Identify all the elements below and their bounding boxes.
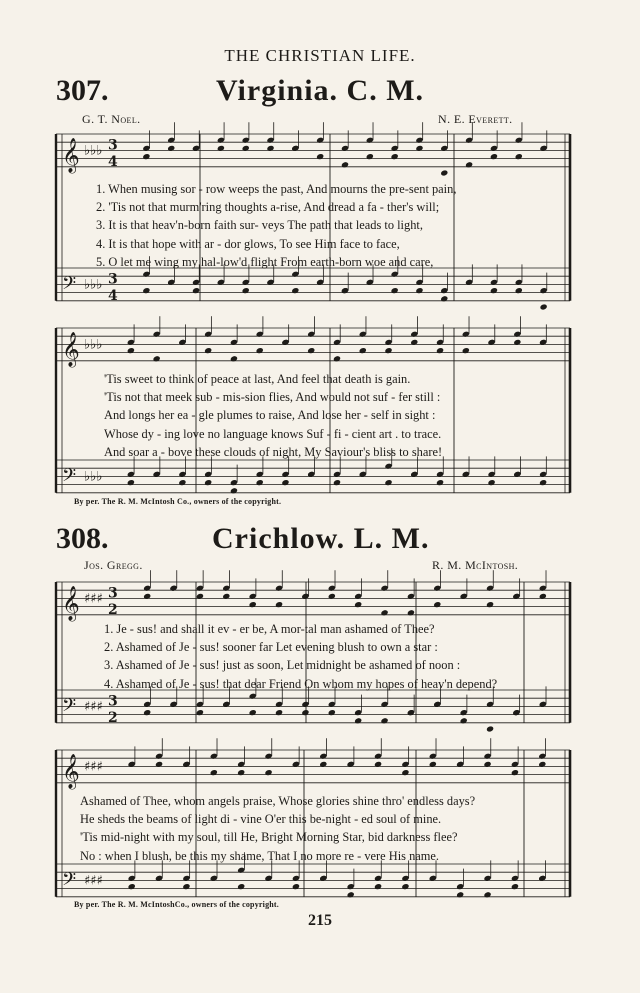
copyright-note: By per. The R. M. McIntosh Co., owners of the copyright.: [74, 497, 282, 506]
verse-line: Whose dy - ing love no language knows Suf - fi - cient art . to trace.: [104, 426, 442, 441]
treble-note: [142, 153, 150, 160]
treble-note: [515, 153, 523, 160]
treble-note: [440, 169, 448, 176]
key-signature-icon: ♯♯♯: [84, 759, 103, 775]
treble-clef-icon: 𝄞: [62, 331, 80, 367]
verse-line: 5. O let me wing my hal-low'd flight From earth-born woe and care,: [96, 254, 434, 269]
treble-note: [249, 601, 257, 608]
treble-note: [204, 347, 212, 354]
bass-clef-icon: 𝄢: [62, 869, 77, 895]
bass-note: [401, 883, 409, 890]
time-signature-top: 3: [108, 693, 118, 710]
treble-note: [319, 761, 327, 768]
bass-note: [128, 883, 136, 890]
treble-clef-icon: 𝄞: [62, 585, 80, 621]
key-signature-icon: ♭♭♭: [84, 337, 103, 353]
treble-note: [316, 153, 324, 160]
verse-line: 4. Ashamed of Je - sus! that dear Friend On whom my hopes of heav'n depend?: [104, 676, 498, 691]
key-signature-icon: ♯♯♯: [84, 699, 103, 715]
treble-note: [354, 601, 362, 608]
treble-note: [391, 153, 399, 160]
verse-line: Ashamed of Thee, whom angels praise, Whose glories shine thro' endless days?: [80, 794, 476, 808]
treble-note: [328, 593, 336, 600]
bass-note: [292, 883, 300, 890]
bass-note: [291, 287, 299, 294]
key-signature-icon: ♭♭♭: [84, 469, 103, 485]
treble-note: [143, 593, 151, 600]
hymn-number: 307.: [56, 74, 109, 107]
running-head: THE CHRISTIAN LIFE.: [224, 46, 416, 65]
verse-line: No : when I blush, be this my shame, That I no more re - vere His name.: [80, 848, 440, 863]
treble-note: [511, 769, 519, 776]
bass-note: [381, 717, 389, 724]
page-number: 215: [308, 912, 332, 929]
bass-note: [142, 287, 150, 294]
bass-note: [490, 287, 498, 294]
verse-line: 3. Ashamed of Je - sus! just as soon, Let midnight be ashamed of noon :: [104, 658, 461, 673]
bass-note: [256, 479, 264, 486]
bass-note: [384, 479, 392, 486]
treble-note: [275, 601, 283, 608]
music-credit: N. E. Everett.: [438, 112, 513, 126]
bass-note: [391, 287, 399, 294]
hymn-title: Crichlow. L. M.: [212, 522, 430, 555]
treble-note: [407, 609, 415, 616]
treble-note: [333, 355, 341, 362]
hymn-number: 308.: [56, 522, 109, 555]
bass-note: [436, 479, 444, 486]
treble-note: [196, 593, 204, 600]
bass-note: [143, 709, 151, 716]
words-credit: G. T. Noel.: [82, 112, 141, 126]
verse-line: 1. Je - sus! and shall it ev - er be, A mor-tal man ashamed of Thee?: [104, 622, 435, 636]
bass-note: [354, 717, 362, 724]
bass-note: [301, 709, 309, 716]
words-credit: Jos. Gregg.: [84, 558, 143, 572]
verse-line: 'Tis mid-night with my soul, till He, Bright Morning Star, bid darkness flee?: [80, 830, 458, 845]
verse-line: 'Tis sweet to think of peace at last, And feel that death is gain.: [104, 372, 411, 386]
treble-note: [256, 347, 264, 354]
time-signature-bottom: 2: [108, 709, 118, 726]
treble-note: [217, 145, 225, 152]
bass-note: [347, 891, 355, 898]
treble-clef-icon: 𝄞: [62, 137, 80, 173]
bass-note: [192, 287, 200, 294]
treble-note: [153, 355, 161, 362]
bass-note: [488, 479, 496, 486]
bass-note: [540, 303, 548, 310]
treble-note: [230, 355, 238, 362]
bass-note: [456, 891, 464, 898]
treble-note: [415, 145, 423, 152]
bass-note: [237, 883, 245, 890]
time-signature-bottom: 2: [108, 601, 118, 618]
bass-note: [204, 479, 212, 486]
treble-note: [374, 761, 382, 768]
time-signature-top: 3: [108, 137, 118, 154]
key-signature-icon: ♭♭♭: [84, 277, 103, 293]
treble-note: [436, 347, 444, 354]
bass-clef-icon: 𝄢: [62, 273, 77, 299]
verse-line: And soar a - bove these clouds of night, My Saviour's bliss to share!: [104, 444, 443, 459]
bass-note: [460, 717, 468, 724]
verse-line: 1. When musing sor - row weeps the past, And mourns the pre-sent pain,: [96, 182, 457, 196]
key-signature-icon: ♯♯♯: [84, 591, 103, 607]
treble-note: [433, 601, 441, 608]
bass-note: [328, 709, 336, 716]
verse-line: 3. It is that heav'n-born faith sur- veys The path that leads to light,: [96, 218, 423, 233]
treble-note: [465, 161, 473, 168]
hymn-title: Virginia. C. M.: [216, 74, 425, 107]
treble-note: [539, 593, 547, 600]
treble-clef-icon: 𝄞: [62, 753, 80, 789]
bass-clef-icon: 𝄢: [62, 695, 77, 721]
time-signature-top: 3: [108, 271, 118, 288]
key-signature-icon: ♭♭♭: [84, 143, 103, 159]
verse-line: 2. Ashamed of Je - sus! sooner far Let evening blush to own a star :: [104, 640, 438, 655]
time-signature-top: 3: [108, 585, 118, 602]
copyright-note: By per. The R. M. McIntoshCo., owners of the copyright.: [74, 900, 279, 909]
bass-note: [275, 709, 283, 716]
treble-note: [266, 145, 274, 152]
treble-note: [513, 339, 521, 346]
treble-note: [366, 153, 374, 160]
key-signature-icon: ♯♯♯: [84, 873, 103, 889]
treble-note: [155, 761, 163, 768]
bass-note: [333, 479, 341, 486]
treble-note: [462, 347, 470, 354]
verse-line: He sheds the beams of light di - vine O'er this be-night - ed soul of mine.: [80, 812, 442, 827]
time-signature-bottom: 4: [108, 153, 118, 170]
treble-note: [222, 593, 230, 600]
bass-note: [182, 883, 190, 890]
verse-line: 4. It is that hope with ar - dor glows, To see Him face to face,: [96, 236, 400, 251]
verse-line: And longs her ea - gle plumes to raise, And lose her - self in sight :: [104, 408, 436, 423]
time-signature-bottom: 4: [108, 287, 118, 304]
treble-note: [265, 769, 273, 776]
treble-note: [167, 145, 175, 152]
treble-note: [410, 339, 418, 346]
bass-note: [281, 479, 289, 486]
treble-note: [486, 601, 494, 608]
verse-line: 'Tis not that meek sub - mis-sion flies, And would not suf - fer still :: [104, 390, 441, 405]
treble-note: [484, 761, 492, 768]
bass-note: [440, 295, 448, 302]
bass-note: [374, 883, 382, 890]
verse-line: 2. 'Tis not that murm'ring thoughts a-rise, And dread a fa - ther's will;: [96, 200, 440, 215]
treble-note: [307, 347, 315, 354]
treble-note: [341, 161, 349, 168]
bass-note: [539, 479, 547, 486]
treble-note: [429, 761, 437, 768]
treble-note: [242, 145, 250, 152]
treble-note: [384, 347, 392, 354]
music-credit: R. M. McIntosh.: [432, 558, 519, 572]
treble-note: [381, 609, 389, 616]
bass-note: [230, 487, 238, 494]
bass-note: [178, 479, 186, 486]
treble-note: [490, 153, 498, 160]
treble-note: [538, 761, 546, 768]
treble-note: [359, 347, 367, 354]
treble-note: [210, 769, 218, 776]
treble-note: [237, 769, 245, 776]
bass-note: [511, 883, 519, 890]
treble-note: [401, 769, 409, 776]
treble-note: [127, 347, 135, 354]
bass-note: [486, 725, 494, 732]
bass-note: [415, 287, 423, 294]
bass-note: [249, 709, 257, 716]
bass-note: [127, 479, 135, 486]
bass-note: [196, 709, 204, 716]
bass-note: [484, 891, 492, 898]
bass-note: [515, 287, 523, 294]
bass-note: [242, 287, 250, 294]
bass-clef-icon: 𝄢: [62, 465, 77, 491]
